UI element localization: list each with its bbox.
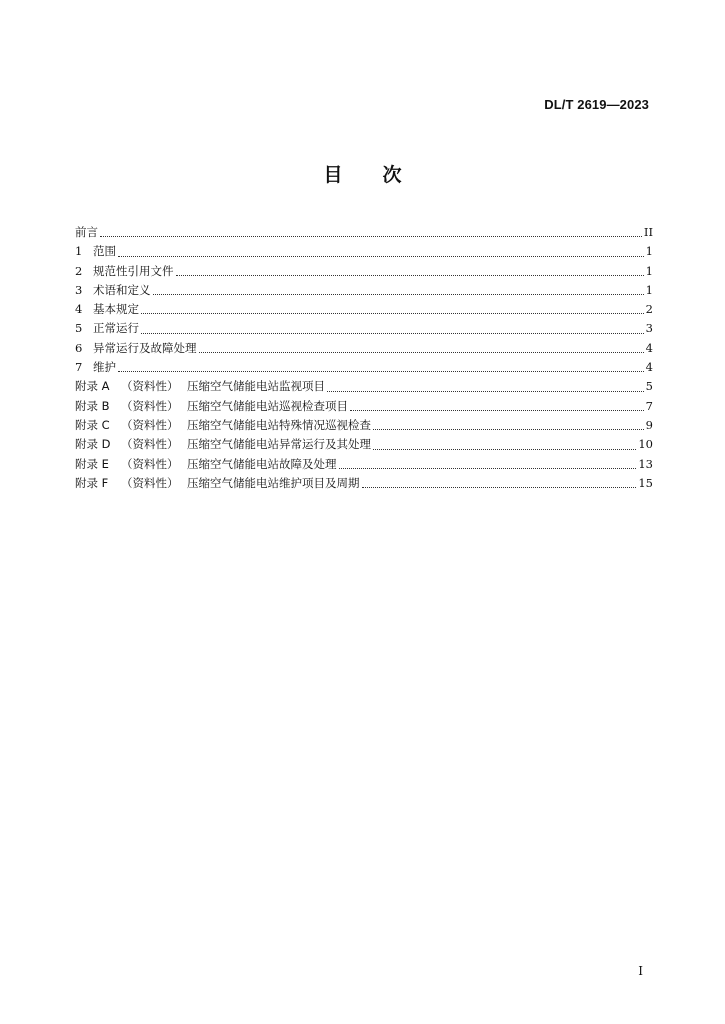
toc-annex-number: 附录 A (75, 379, 110, 394)
toc-entry-label: 压缩空气储能电站巡视检查项目 (187, 398, 348, 413)
toc-title-left: 目 (323, 164, 343, 186)
toc-entry-6[interactable] (75, 339, 653, 358)
toc-entry-label: 术语和定义 (93, 282, 151, 297)
toc-annex-number: 附录 E (75, 456, 109, 471)
toc-entry-number: 7 (75, 360, 83, 375)
toc-entry-number: 6 (75, 340, 83, 355)
toc-entry-5[interactable] (75, 319, 653, 338)
toc-entry-page: 2 (645, 302, 653, 317)
toc-entry-label: 压缩空气储能电站异常运行及其处理 (187, 437, 371, 452)
toc-entry-annex-e[interactable] (75, 455, 653, 474)
toc-entry-label: 压缩空气储能电站故障及处理 (187, 456, 337, 471)
toc-annex-type: （资料性） (121, 398, 179, 413)
toc-annex-number: 附录 C (75, 417, 110, 432)
toc-entry-page: 4 (645, 340, 653, 355)
toc-entry-page: II (643, 225, 653, 239)
toc-leader (141, 333, 644, 334)
toc-leader (373, 429, 644, 430)
toc-leader (327, 391, 644, 392)
toc-leader (141, 313, 644, 314)
toc-entry-label: 范围 (93, 244, 116, 259)
toc-leader (118, 371, 644, 372)
toc-entry-page: 10 (638, 437, 653, 452)
toc-entry-annex-f[interactable] (75, 474, 653, 493)
toc-entry-1[interactable] (75, 242, 653, 261)
toc-entry-page: 13 (638, 456, 653, 471)
toc-annex-type: （资料性） (121, 475, 179, 490)
toc-entry-label: 基本规定 (93, 302, 139, 317)
toc-leader (373, 449, 636, 450)
toc-entry-page: 15 (638, 475, 653, 490)
toc-entry-page: 1 (645, 244, 653, 259)
toc-leader (176, 275, 644, 276)
page-number: I (638, 964, 643, 978)
toc-entry-page: 3 (645, 321, 653, 336)
toc-entry-label: 正常运行 (93, 321, 139, 336)
standard-code: DL/T 2619—2023 (544, 97, 649, 112)
toc-entry-page: 1 (645, 263, 653, 278)
toc-annex-number: 附录 F (75, 475, 109, 490)
toc-annex-number: 附录 B (75, 398, 110, 413)
toc-entry-4[interactable] (75, 300, 653, 319)
toc-leader (339, 468, 637, 469)
toc-leader (100, 236, 642, 237)
toc-entry-page: 7 (645, 398, 653, 413)
toc-leader (118, 256, 644, 257)
toc-leader (199, 352, 644, 353)
toc-title-right: 次 (382, 164, 402, 186)
toc-annex-type: （资料性） (121, 437, 179, 452)
toc-entry-annex-d[interactable] (75, 435, 653, 454)
toc-entry-number: 5 (75, 321, 83, 336)
toc-entry-label: 压缩空气储能电站特殊情况巡视检查 (187, 417, 371, 432)
toc-entry-number: 2 (75, 263, 83, 278)
toc-entry-3[interactable] (75, 281, 653, 300)
toc-entry-page: 9 (645, 417, 653, 432)
toc-annex-number: 附录 D (75, 437, 111, 452)
toc-entry-number: 3 (75, 282, 83, 297)
toc-entry-number: 1 (75, 244, 83, 259)
toc-annex-type: （资料性） (121, 417, 179, 432)
toc-entry-page: 4 (645, 360, 653, 375)
toc-entry-label: 异常运行及故障处理 (93, 340, 197, 355)
toc-entry-2[interactable] (75, 262, 653, 281)
toc-annex-type: （资料性） (121, 379, 179, 394)
toc-entry-page: 5 (645, 379, 653, 394)
toc-entry-label: 规范性引用文件 (93, 263, 174, 278)
toc-entry-preface[interactable] (75, 223, 653, 242)
toc-entry-label: 维护 (93, 360, 116, 375)
toc-entry-7[interactable] (75, 358, 653, 377)
toc-entry-page: 1 (645, 282, 653, 297)
toc-entry-label: 压缩空气储能电站维护项目及周期 (187, 475, 360, 490)
toc-annex-type: （资料性） (121, 456, 179, 471)
toc-entry-label: 前言 (75, 225, 98, 239)
toc-entry-label: 压缩空气储能电站监视项目 (187, 379, 325, 394)
toc-title (0, 160, 725, 187)
toc-entry-annex-c[interactable] (75, 416, 653, 435)
toc-entry-annex-a[interactable] (75, 377, 653, 396)
table-of-contents (75, 223, 653, 493)
toc-leader (362, 487, 637, 488)
toc-leader (153, 294, 644, 295)
toc-entry-number: 4 (75, 302, 83, 317)
toc-leader (350, 410, 644, 411)
toc-entry-annex-b[interactable] (75, 397, 653, 416)
